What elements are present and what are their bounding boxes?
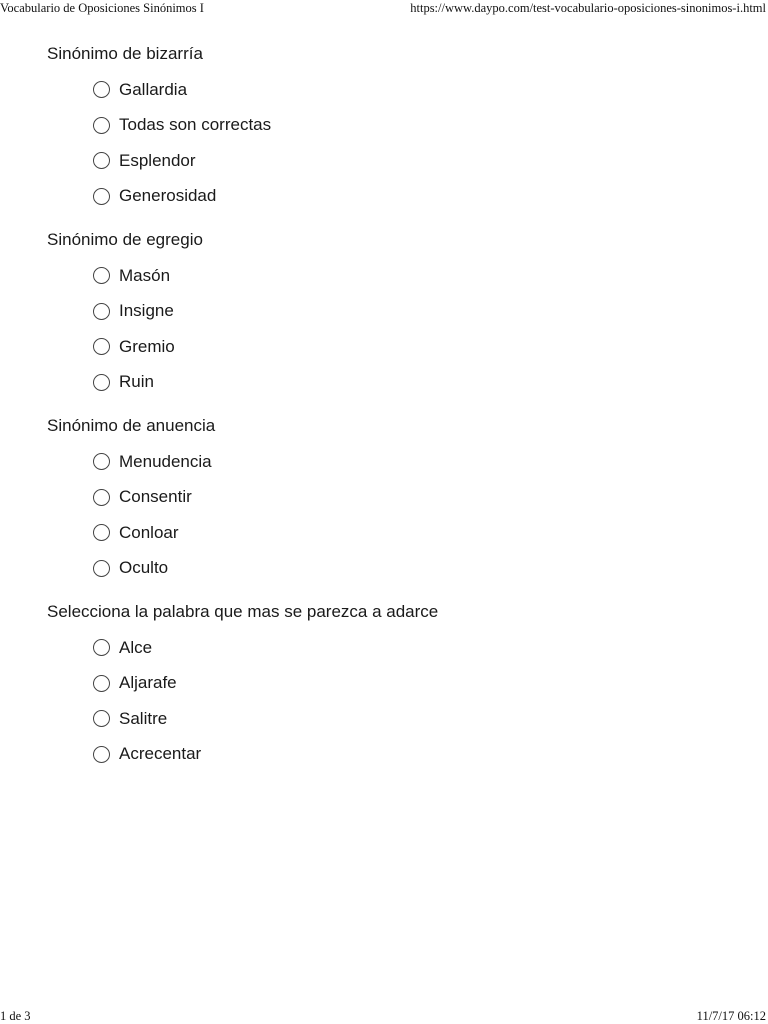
radio-button-icon[interactable] [93,524,110,541]
radio-button-icon[interactable] [93,303,110,320]
option-radio[interactable] [93,515,747,551]
option-label: Ruin [119,372,154,392]
option-radio[interactable] [93,551,747,587]
print-footer [0,1008,768,1024]
option-radio[interactable] [93,258,747,294]
radio-button-icon[interactable] [93,560,110,577]
option-label: Oculto [119,558,169,578]
print-header [0,0,768,16]
option-label: Consentir [119,487,192,507]
radio-button-icon[interactable] [93,675,110,692]
options-list [47,444,747,586]
option-label: Gremio [119,336,175,356]
option-radio[interactable] [93,444,747,480]
option-label: Todas son correctas [119,115,272,135]
option-radio[interactable] [93,294,747,330]
quiz [47,40,747,784]
page-title: Vocabulario de Oposiciones Sinónimos I [0,1,204,15]
question-text: Sinónimo de egregio [47,230,203,249]
option-radio[interactable] [93,329,747,365]
option-radio[interactable] [93,143,747,179]
question-text: Sinónimo de anuencia [47,416,216,435]
radio-button-icon[interactable] [93,117,110,134]
option-label: Esplendor [119,150,196,170]
option-radio[interactable] [93,72,747,108]
option-label: Insigne [119,301,174,321]
page-url: https://www.daypo.com/test-vocabulario-oposiciones-sinonimos-i.html [410,1,766,15]
radio-button-icon[interactable] [93,453,110,470]
options-list [47,72,747,214]
option-radio[interactable] [93,365,747,401]
option-label: Salitre [119,708,168,728]
radio-button-icon[interactable] [93,338,110,355]
radio-button-icon[interactable] [93,489,110,506]
option-radio[interactable] [93,179,747,215]
option-radio[interactable] [93,108,747,144]
option-label: Menudencia [119,451,212,471]
radio-button-icon[interactable] [93,152,110,169]
options-list [47,630,747,772]
option-radio[interactable] [93,630,747,666]
question-text: Sinónimo de bizarría [47,44,203,63]
print-datetime: 11/7/17 06:12 [696,1009,766,1023]
option-label: Conloar [119,522,179,542]
radio-button-icon[interactable] [93,81,110,98]
option-label: Masón [119,265,171,285]
option-radio[interactable] [93,480,747,516]
option-radio[interactable] [93,666,747,702]
options-list [47,258,747,400]
option-label: Alce [119,637,153,657]
option-label: Generosidad [119,186,217,206]
option-radio[interactable] [93,701,747,737]
radio-button-icon[interactable] [93,710,110,727]
option-radio[interactable] [93,737,747,773]
question-1 [47,40,747,214]
radio-button-icon[interactable] [93,374,110,391]
option-label: Acrecentar [119,744,202,764]
radio-button-icon[interactable] [93,188,110,205]
page-number: 1 de 3 [0,1009,31,1023]
option-label: Aljarafe [119,673,177,693]
radio-button-icon[interactable] [93,639,110,656]
question-4 [47,598,747,772]
radio-button-icon[interactable] [93,267,110,284]
radio-button-icon[interactable] [93,746,110,763]
question-3 [47,412,747,586]
question-text: Selecciona la palabra que mas se parezca a adarce [47,602,439,621]
question-2 [47,226,747,400]
option-label: Gallardia [119,79,188,99]
